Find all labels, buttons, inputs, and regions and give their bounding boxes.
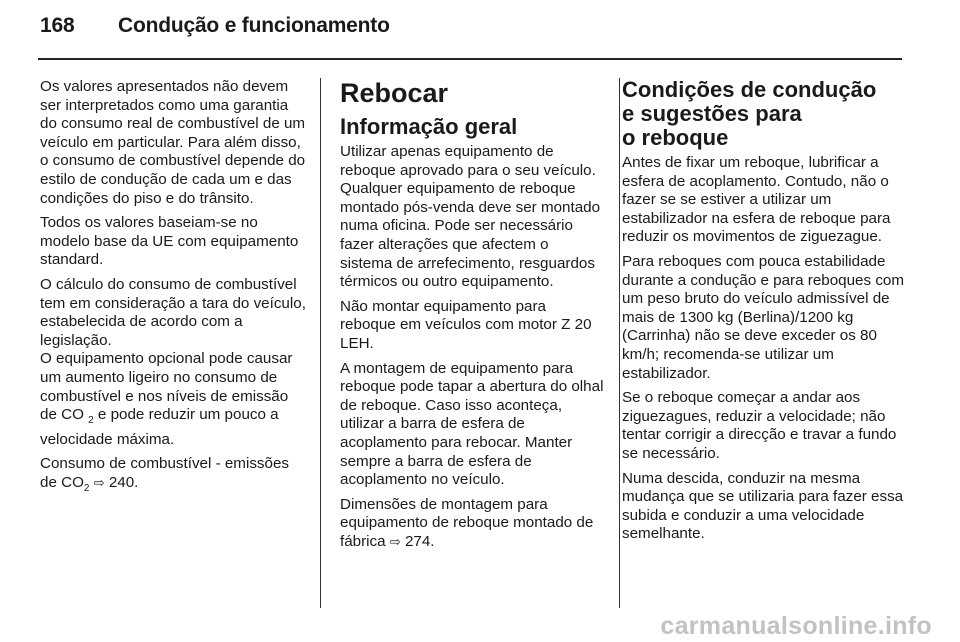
paragraph: Os valores apresentados não devem ser interpretados como uma garantia do consumo real de combustível de um veículo em particular. Para além disso, o consumo de combustível depende do estilo de condução de cada um e das condições do piso e do trânsito.: [40, 78, 306, 207]
paragraph: Antes de fixar um reboque, lubrificar a esfera de acoplamento. Contudo, não o fazer se se estiver a utilizar um estabilizador na esfera de reboque para reduzir os movimentos de ziguezague.: [622, 154, 891, 246]
paragraph: Todos os valores baseiam-se no modelo base da UE com equipamento standard.: [40, 214, 299, 269]
text-span: Consumo de combustível - emissões de CO: [40, 455, 290, 491]
heading-line: Condições de condução: [622, 77, 877, 102]
subsection-heading: Informação geral: [340, 114, 518, 139]
paragraph: [40, 350, 308, 449]
column-divider-2: [619, 78, 620, 608]
text-span: Dimensões de montagem para equipamento de reboque montado de fábrica: [340, 495, 594, 550]
text-span: e pode reduzir um pouco a velocidade máxima.: [40, 406, 279, 448]
page-ref-link[interactable]: 274.: [404, 532, 435, 550]
heading-line: o reboque: [622, 125, 729, 150]
text-span: O equipamento opcional pode causar um aumento ligeiro no consumo de combustível e nos níveis de emissão de CO: [40, 350, 293, 424]
paragraph: Se o reboque começar a andar aos ziguezagues, reduzir a velocidade; não tentar corrigir a direcção e travar a fundo se necessário.: [622, 389, 897, 462]
page-ref-arrow-icon: ⇨: [93, 474, 105, 490]
section-heading: [622, 78, 906, 150]
page-number: 168: [40, 14, 75, 37]
paragraph: [340, 496, 604, 552]
paragraph: Utilizar apenas equipamento de reboque aprovado para o seu veículo. Qualquer equipamento de reboque montado pós-venda deve ser montado numa oficina. Pode ser necessário fazer alterações que afectem o sistema de arrefecimento, resguardos térmicos ou outro equipamento.: [340, 143, 601, 291]
page-ref-link[interactable]: 240.: [108, 473, 139, 491]
subscript: 2: [83, 482, 90, 494]
subscript: 2: [88, 415, 94, 427]
paragraph: Numa descida, conduzir na mesma mudança que se utilizaria para fazer essa subida e conduzir a uma velocidade semelhante.: [622, 469, 904, 543]
header-rule: [38, 58, 902, 60]
column-1: [40, 78, 308, 505]
paragraph: Não montar equipamento para reboque em veículos com motor Z 20 LEH.: [340, 297, 592, 352]
paragraph: O cálculo do consumo de combustível tem em consideração a tara do veículo, estabelecida de acordo com a legislação.: [40, 275, 306, 349]
section-heading: Rebocar: [340, 78, 449, 108]
paragraph: [40, 455, 308, 498]
column-3: [622, 78, 906, 550]
column-divider-1: [320, 78, 321, 608]
heading-line: e sugestões para: [622, 101, 802, 126]
watermark: carmanualsonline.info: [660, 612, 932, 640]
page-title: Condução e funcionamento: [118, 14, 390, 37]
page-ref-arrow-icon: ⇨: [389, 533, 401, 549]
paragraph: Para reboques com pouca estabilidade durante a condução e para reboques com um peso bruto do veículo admissível de mais de 1300 kg (Berlina)/1200 kg (Carrinha) não se deve exceder os 80 km/h; recomenda-se utilizar um estabilizador.: [622, 252, 905, 382]
column-2: [340, 78, 604, 557]
paragraph: A montagem de equipamento para reboque pode tapar a abertura do olhal de reboque. Caso isso aconteça, utilizar a barra de esfera de acoplamento para rebocar. Manter sempre a barra de esfera de acoplamento no veículo.: [340, 359, 604, 489]
page-header: [40, 14, 920, 38]
